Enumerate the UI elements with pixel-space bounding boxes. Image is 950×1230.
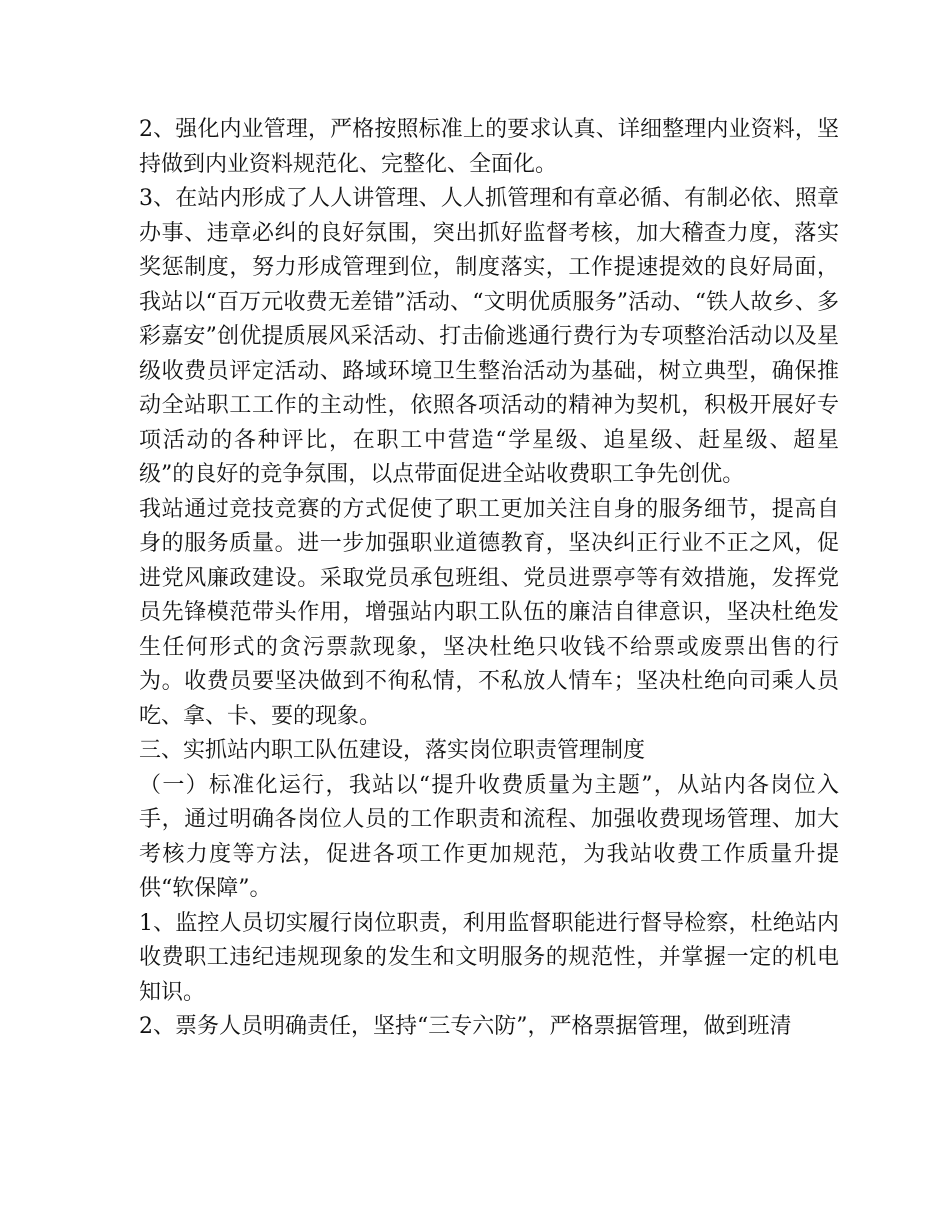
paragraph-competition: 我站通过竞技竞赛的方式促使了职工更加关注自身的服务细节，提高自身的服务质量。进一步加强职业道德教育，坚决纠正行业不正之风，促进党风廉政建设。采取党员承包班组、党员进票亭等有效措施，发挥党员先锋模范带头作用，增强站内职工队伍的廉洁自律意识，坚决杜绝发生任何形式的贪污票款现象，坚决杜绝只收钱不给票或废票出售的行为。收费员要坚决做到不徇私情，不私放人情车；坚决杜绝向司乘人员吃、拿、卡、要的现象。 — [139, 496, 839, 729]
subsection-1-standardization: （一）标准化运行，我站以“提升收费质量为主题”，从站内各岗位入手，通过明确各岗位人员的工作职责和流程、加强收费现场管理、加大考核力度等方法，促进各项工作更加规范，为我站收费工作质量升提供“软保障”。 — [139, 772, 839, 901]
paragraph-item-2: 2、强化内业管理，严格按照标准上的要求认真、详细整理内业资料，坚持做到内业资料规范化、完整化、全面化。 — [139, 117, 839, 177]
paragraph-item-3: 3、在站内形成了人人讲管理、人人抓管理和有章必循、有制必依、照章办事、违章必纠的良好氛围，突出抓好监督考核，加大稽查力度，落实奖惩制度，努力形成管理到位，制度落实，工作提速提效的良好局面，我站以“百万元收费无差错”活动、“文明优质服务”活动、“铁人故乡、多彩嘉安”创优提质展风采活动、打击偷逃通行费行为专项整治活动以及星级收费员评定活动、路域环境卫生整治活动为基础，树立典型，确保推动全站职工工作的主动性，依照各项活动的精神为契机，积极开展好专项活动的各种评比，在职工中营造“学星级、追星级、赶星级、超星级”的良好的竞争氛围，以点带面促进全站收费职工争先创优。 — [139, 186, 839, 487]
document-body — [139, 113, 839, 1045]
paragraph-ticketing: 2、票务人员明确责任，坚持“三专六防”，严格票据管理，做到班清 — [139, 1014, 792, 1039]
section-heading-3: 三、实抓站内职工队伍建设，落实岗位职责管理制度 — [139, 738, 646, 763]
paragraph-monitoring: 1、监控人员切实履行岗位职责，利用监督职能进行督导检察，杜绝站内收费职工违纪违规现象的发生和文明服务的规范性，并掌握一定的机电知识。 — [139, 910, 839, 1005]
